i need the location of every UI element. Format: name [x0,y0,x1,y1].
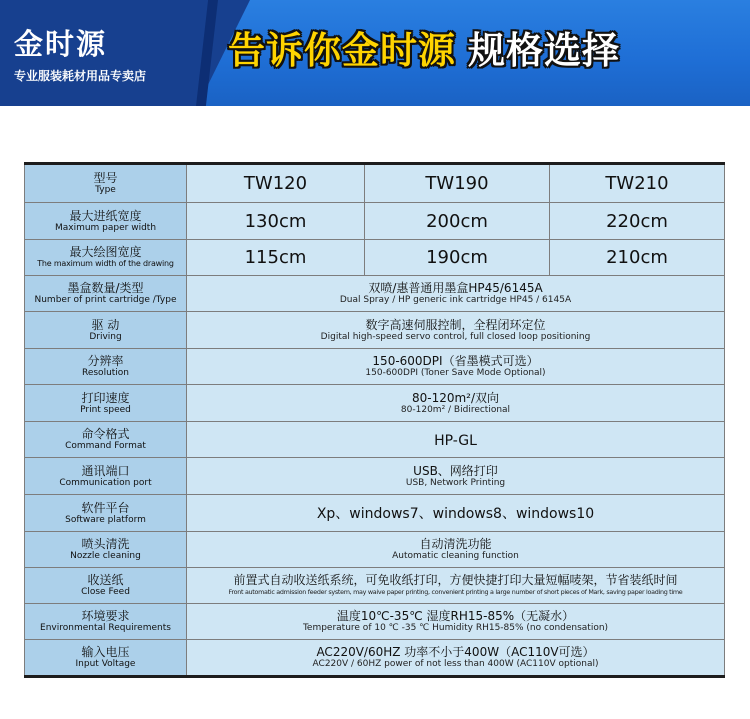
model-name: TW190 [425,173,489,194]
headline-part2: 规格选择 [468,29,620,72]
cell-value: HP-GL [434,433,477,449]
table-row [25,164,725,203]
cell-value: 210cm [606,247,668,268]
brand-tagline: 专业服装耗材用品专卖店 [14,69,147,83]
table-row [25,604,725,640]
row-label [25,164,187,203]
label-en: Resolution [81,368,130,378]
row-label [25,349,187,385]
value-en: Digital high-speed servo control, full closed loop positioning [320,331,591,342]
label-en: Input Voltage [75,659,136,669]
row-label [25,495,187,532]
value-cell [187,203,365,240]
value-cell [187,240,365,276]
cell-value: 220cm [606,210,668,232]
value-cell [187,422,725,458]
value-cell [550,203,725,240]
cell-value: Xp、windows7、windows8、windows10 [316,506,595,522]
label-en: Software platform [65,514,146,525]
value-cell [187,312,725,349]
label-en: Environmental Requirements [40,623,171,633]
table-row [25,203,725,240]
row-label [25,532,187,568]
table-row [25,276,725,312]
cell-value: 115cm [244,247,307,268]
label-en: Command Format [65,441,146,451]
table-row [25,532,725,568]
row-label [25,385,187,422]
row-label [25,312,187,349]
value-cn: 自动清洗功能 [419,537,492,551]
value-cell [187,568,725,604]
table-row [25,385,725,422]
label-cn: 软件平台 [81,500,130,515]
value-cell [365,240,550,276]
table-row [25,568,725,604]
label-en: Print speed [80,404,131,415]
value-en: 80-120m² / Bidirectional [400,404,511,415]
row-label [25,240,187,276]
value-cell [365,203,550,240]
label-en: Nozzle cleaning [70,551,141,561]
label-cn: 环境要求 [81,609,130,623]
model-cell [550,164,725,203]
value-en: 150-600DPI (Toner Save Mode Optional) [365,368,546,378]
value-en: AC220V / 60HZ power of not less than 400W (AC110V optional) [312,659,599,669]
value-cell [187,349,725,385]
headline-part1: 告诉你金时源 [228,29,456,72]
label-cn: 命令格式 [81,427,130,441]
value-cell [187,532,725,568]
value-cn: 前置式自动收送纸系统，可免收纸打印，方便快捷打印大量短幅唛架，节省装纸时间 [233,573,678,587]
value-cell [187,495,725,532]
row-label [25,458,187,495]
label-en: Maximum paper width [54,222,157,233]
label-cn: 最大进纸宽度 [69,208,142,223]
value-cell [550,240,725,276]
label-cn: 最大绘图宽度 [69,245,142,259]
brand-name: 金时源 [14,27,108,61]
value-cn: USB、网络打印 [413,463,498,478]
label-cn: 驱 动 [91,317,120,332]
label-cn: 喷头清洗 [81,537,130,551]
table-row [25,640,725,677]
value-cell [187,604,725,640]
value-cn: AC220V/60HZ 功率不小于400W（AC110V可选） [316,645,595,659]
value-cn: 温度10℃-35℃ 湿度RH15-85%（无凝水） [336,609,575,623]
value-cn: 双喷/惠普通用墨盒HP45/6145A [368,281,543,295]
label-cn: 型号 [93,171,118,185]
label-cn: 墨盒数量/类型 [67,281,144,295]
value-cell [187,640,725,677]
value-cell [187,458,725,495]
row-label [25,203,187,240]
table-row [25,495,725,532]
label-en: Communication port [59,477,152,488]
row-label [25,276,187,312]
table-row [25,240,725,276]
value-cn: 150-600DPI（省墨模式可选） [372,354,539,368]
row-label [25,568,187,604]
headline [228,29,620,72]
table-row [25,312,725,349]
value-en: Automatic cleaning function [392,551,519,561]
row-label [25,604,187,640]
spec-table [24,162,725,678]
label-en: The maximum width of the drawing [37,259,174,268]
cell-value: 130cm [244,210,307,232]
value-cell [187,276,725,312]
model-cell [365,164,550,203]
row-label [25,422,187,458]
table-row [25,458,725,495]
value-en: Temperature of 10 ℃ -35 ℃ Humidity RH15-85% (no condensation) [302,623,609,633]
model-name: TW210 [605,173,669,194]
value-en: Dual Spray / HP generic ink cartridge HP45 / 6145A [339,295,572,305]
header-banner [0,0,750,106]
label-cn: 通讯端口 [81,463,130,478]
cell-value: 190cm [426,247,488,268]
row-label [25,640,187,677]
label-en: Number of print cartridge /Type [34,295,177,305]
label-en: Type [95,185,116,195]
label-en: Driving [89,331,122,342]
model-cell [187,164,365,203]
label-cn: 收送纸 [87,573,124,587]
value-cn: 数字高速伺服控制，全程闭环定位 [365,317,546,332]
model-name: TW120 [243,173,308,194]
table-row [25,422,725,458]
table-row [25,349,725,385]
label-cn: 输入电压 [81,645,130,659]
cell-value: 200cm [426,210,488,232]
label-cn: 分辨率 [87,354,124,368]
label-en: Close Feed [81,587,130,597]
value-en: Front automatic admission feeder system, may waive paper printing, convenient printing a large number of short pieces of Mark, saving paper loading time [228,588,683,596]
value-en: USB, Network Printing [405,477,506,488]
value-cn: 80-120m²/双向 [411,390,500,405]
value-cell [187,385,725,422]
label-cn: 打印速度 [81,390,130,405]
